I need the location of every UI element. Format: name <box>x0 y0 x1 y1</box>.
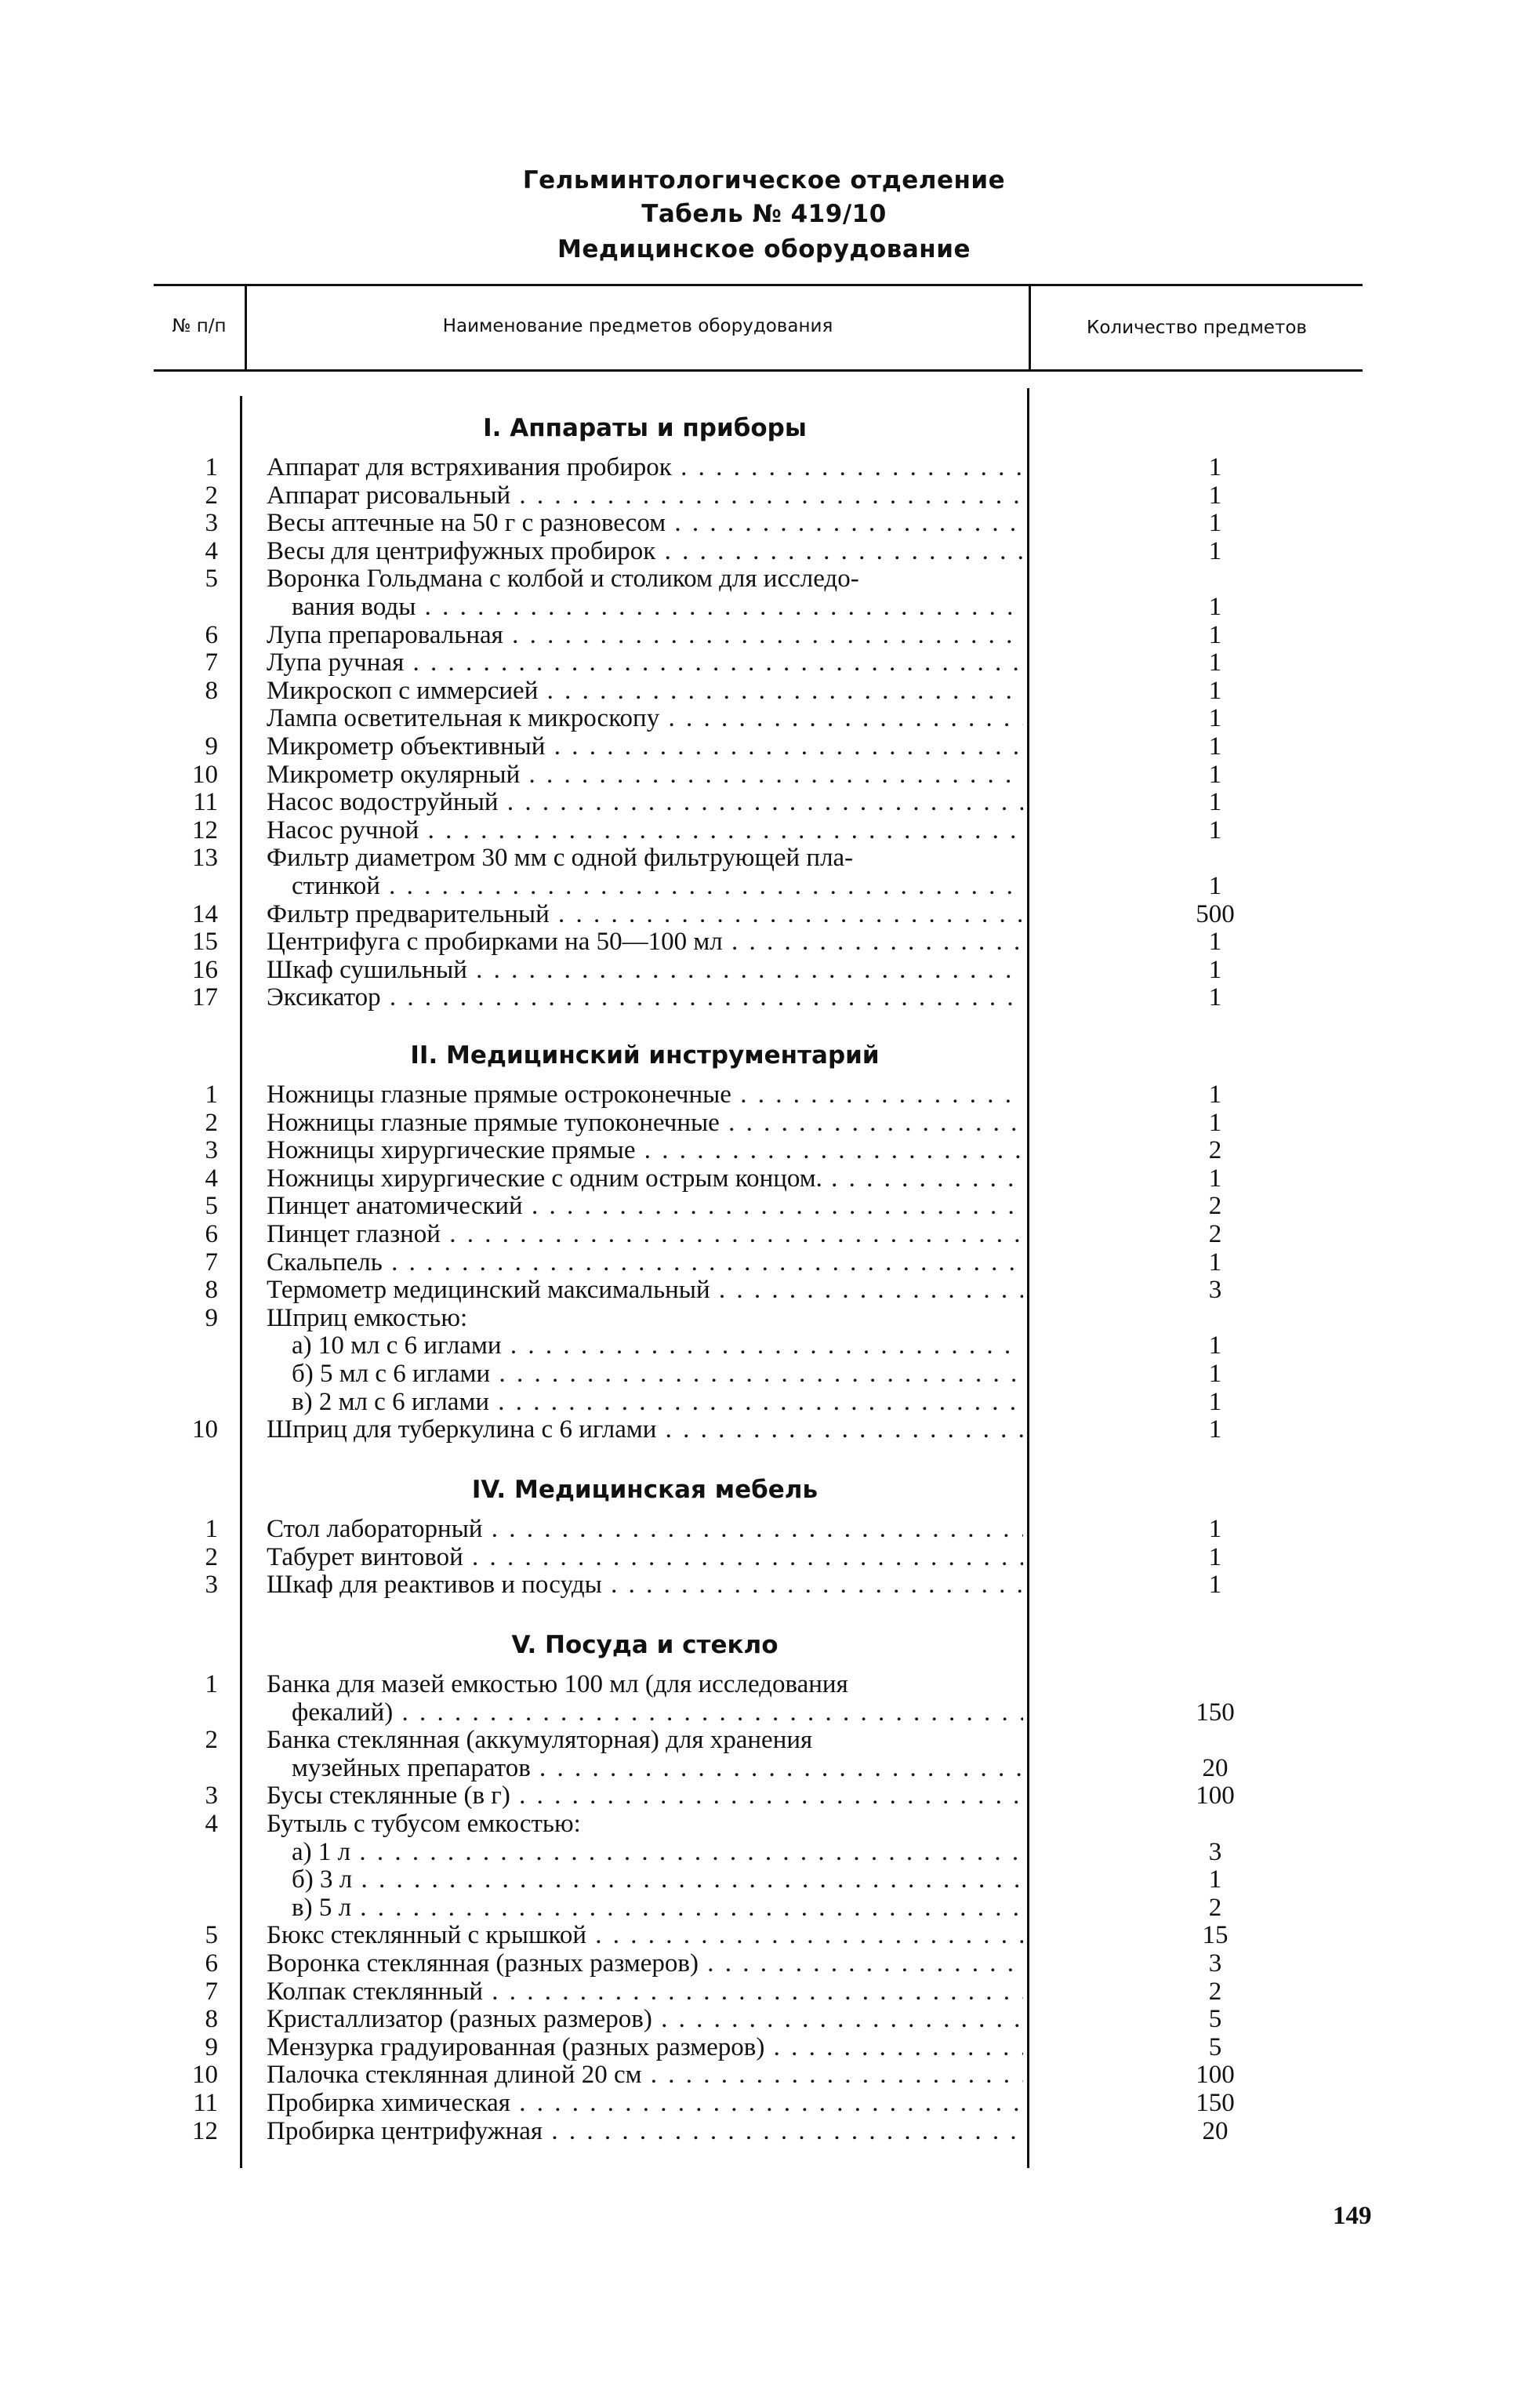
row-number: 16 <box>192 955 218 984</box>
item-name: Шприц для туберкулина с 6 иглами . . . <box>267 1415 1023 1444</box>
item-quantity: 1 <box>1208 1248 1222 1277</box>
row-number: 7 <box>205 1977 218 2006</box>
item-quantity: 1 <box>1208 928 1222 957</box>
row-number: 10 <box>192 760 218 789</box>
table-row <box>0 1571 1528 1599</box>
item-quantity: 1 <box>1208 481 1222 510</box>
row-number: 7 <box>205 1248 218 1277</box>
row-number: 1 <box>205 1670 218 1698</box>
item-quantity: 1 <box>1208 453 1222 481</box>
row-number: 6 <box>205 620 218 649</box>
row-number: 1 <box>205 1081 218 1109</box>
row-number: 4 <box>205 1810 218 1838</box>
table-row <box>0 1921 1528 1949</box>
table-row <box>0 1865 1528 1894</box>
row-number: 9 <box>205 1303 218 1332</box>
page-number: 149 <box>1333 2202 1372 2230</box>
item-quantity: 1 <box>1208 1360 1222 1388</box>
table-row <box>0 816 1528 844</box>
table-row <box>0 1192 1528 1220</box>
item-name: Шкаф для реактивов и посуды . . . <box>267 1571 1023 1599</box>
row-number: 3 <box>205 1781 218 1811</box>
item-name: Ножницы глазные прямые тупоконечные . . . <box>267 1109 1023 1137</box>
table-row <box>0 2089 1528 2117</box>
item-name: Лампа осветительная к микроскопу . . . <box>267 704 1023 732</box>
item-name: Аппарат рисовальный . . . <box>267 481 1023 510</box>
item-quantity: 2 <box>1208 1220 1222 1248</box>
item-quantity: 1 <box>1208 536 1222 565</box>
item-quantity: 1 <box>1208 1571 1222 1600</box>
table-row <box>0 1894 1528 1922</box>
item-name: Центрифуга с пробирками на 50—100 мл . . . <box>267 928 1023 956</box>
table-row <box>0 956 1528 984</box>
row-number: 4 <box>205 536 218 565</box>
row-number: 8 <box>205 1276 218 1305</box>
row-number: 17 <box>192 983 218 1012</box>
item-name-continuation: музейных препаратов . . . <box>292 1754 1023 1782</box>
item-quantity: 500 <box>1196 899 1235 928</box>
table-row-continuation <box>0 872 1528 900</box>
item-name: Микрометр объективный . . . <box>267 732 1023 761</box>
table-row <box>0 1331 1528 1360</box>
row-number: 4 <box>205 1164 218 1193</box>
table-row <box>0 481 1528 510</box>
item-quantity: 1 <box>1208 1108 1222 1137</box>
table-row <box>0 1515 1528 1543</box>
item-name: Ножницы хирургические прямые . . . <box>267 1136 1023 1164</box>
item-name: Пинцет глазной . . . <box>267 1220 1023 1248</box>
table-row <box>0 1164 1528 1193</box>
row-number: 12 <box>192 2116 218 2145</box>
item-quantity: 20 <box>1202 2116 1229 2145</box>
table-row <box>0 1978 1528 2006</box>
item-quantity: 1 <box>1208 704 1222 733</box>
table-row <box>0 761 1528 789</box>
item-name: Фильтр предварительный . . . <box>267 900 1023 928</box>
item-name: Мензурка градуированная (разных размеров) . . . <box>267 2033 1023 2061</box>
item-name: Лупа ручная . . . <box>267 648 1023 677</box>
table-row <box>0 1781 1528 1810</box>
item-quantity: 2 <box>1208 1977 1222 2006</box>
item-name: Банка стеклянная (аккумуляторная) для хранения <box>267 1726 813 1755</box>
item-name: Кристаллизатор (разных размеров) . . . <box>267 2005 1023 2033</box>
table-row <box>0 900 1528 928</box>
table-row <box>0 648 1528 677</box>
item-quantity: 1 <box>1208 1081 1222 1109</box>
table-row-continuation <box>0 1754 1528 1782</box>
item-name: Аппарат для встряхивания пробирок . . . <box>267 453 1023 481</box>
row-number: 2 <box>205 1108 218 1137</box>
item-quantity: 1 <box>1208 1865 1222 1894</box>
section-title: V. Посуда и стекло <box>511 1631 779 1659</box>
row-number: 1 <box>205 453 218 481</box>
item-name: Весы для центрифужных пробирок . . . <box>267 537 1023 565</box>
table-row <box>0 788 1528 816</box>
item-name: б) 3 л . . . <box>292 1865 1023 1894</box>
item-quantity: 1 <box>1208 509 1222 538</box>
item-quantity: 1 <box>1208 648 1222 677</box>
table-row <box>0 928 1528 956</box>
item-quantity: 1 <box>1208 872 1222 900</box>
item-name: Насос водоструйный . . . <box>267 788 1023 816</box>
item-quantity: 1 <box>1208 593 1222 621</box>
table-row <box>0 1276 1528 1304</box>
item-name-continuation: вания воды . . . <box>292 593 1023 621</box>
item-quantity: 5 <box>1208 2005 1222 2034</box>
item-quantity: 1 <box>1208 620 1222 649</box>
table-title: Медицинское оборудование <box>557 235 971 263</box>
item-name: Бутыль с тубусом емкостью: <box>267 1810 581 1838</box>
item-name: Пинцет анатомический . . . <box>267 1192 1023 1220</box>
item-quantity: 1 <box>1208 760 1222 789</box>
item-name: Термометр медицинский максимальный . . . <box>267 1276 1023 1304</box>
item-quantity: 1 <box>1208 1164 1222 1193</box>
table-row-continuation <box>0 1698 1528 1727</box>
item-quantity: 1 <box>1208 732 1222 761</box>
item-name: а) 10 мл с 6 иглами . . . <box>292 1331 1023 1360</box>
item-name: Шкаф сушильный . . . <box>267 956 1023 984</box>
item-quantity: 3 <box>1208 1949 1222 1978</box>
item-quantity: 2 <box>1208 1136 1222 1165</box>
item-name: Воронка стеклянная (разных размеров) . . . <box>267 1949 1023 1978</box>
row-number: 9 <box>205 732 218 761</box>
table-row <box>0 1810 1528 1838</box>
item-name-continuation: стинкой . . . <box>292 872 1023 900</box>
item-quantity: 1 <box>1208 815 1222 844</box>
row-number: 5 <box>205 565 218 594</box>
table-row <box>0 1109 1528 1137</box>
row-number: 10 <box>192 1415 218 1444</box>
row-number: 1 <box>205 1515 218 1543</box>
table-row <box>0 1081 1528 1109</box>
row-number: 11 <box>193 788 218 817</box>
item-name: Шприц емкостью: <box>267 1303 468 1332</box>
table-row <box>0 2033 1528 2061</box>
column-header-name: Наименование предметов оборудования <box>442 316 833 336</box>
item-quantity: 3 <box>1208 1276 1222 1305</box>
item-quantity: 1 <box>1208 955 1222 984</box>
item-name: в) 5 л . . . <box>292 1894 1023 1922</box>
table-row <box>0 509 1528 537</box>
item-name: Бусы стеклянные (в г) . . . <box>267 1781 1023 1810</box>
row-number: 8 <box>205 2005 218 2034</box>
row-number: 7 <box>205 648 218 677</box>
item-name: б) 5 мл с 6 иглами . . . <box>292 1360 1023 1388</box>
item-name: Табурет винтовой . . . <box>267 1543 1023 1571</box>
section-title: I. Аппараты и приборы <box>483 414 807 442</box>
table-row <box>0 844 1528 872</box>
item-quantity: 1 <box>1208 983 1222 1012</box>
item-name: Ножницы хирургические с одним острым концом. . . . <box>267 1164 1023 1193</box>
item-quantity: 3 <box>1208 1837 1222 1866</box>
table-row <box>0 537 1528 565</box>
section-title: IV. Медицинская мебель <box>471 1476 818 1504</box>
item-quantity: 150 <box>1196 2089 1235 2117</box>
table-row <box>0 677 1528 705</box>
item-name: Воронка Гольдмана с колбой и столиком для исследо- <box>267 565 859 594</box>
table-row <box>0 1248 1528 1277</box>
table-row <box>0 2061 1528 2089</box>
row-number: 15 <box>192 928 218 957</box>
item-name: Эксикатор . . . <box>267 983 1023 1012</box>
item-name: Пробирка химическая . . . <box>267 2089 1023 2117</box>
table-row <box>0 1415 1528 1444</box>
item-name: Банка для мазей емкостью 100 мл (для исследования <box>267 1670 848 1698</box>
table-row <box>0 565 1528 593</box>
item-quantity: 1 <box>1208 1387 1222 1416</box>
department-title: Гельминтологическое отделение <box>522 166 1006 194</box>
item-quantity: 2 <box>1208 1893 1222 1922</box>
row-number: 2 <box>205 1542 218 1571</box>
table-row <box>0 1949 1528 1978</box>
table-row <box>0 704 1528 732</box>
item-quantity: 2 <box>1208 1192 1222 1221</box>
item-quantity: 1 <box>1208 676 1222 705</box>
item-name: Микрометр окулярный . . . <box>267 761 1023 789</box>
table-row <box>0 621 1528 649</box>
table-row <box>0 732 1528 761</box>
item-quantity: 1 <box>1208 1331 1222 1360</box>
item-name: Пробирка центрифужная . . . <box>267 2117 1023 2145</box>
item-quantity: 1 <box>1208 1542 1222 1571</box>
item-name: Насос ручной . . . <box>267 816 1023 844</box>
row-number: 12 <box>192 815 218 844</box>
item-name: Весы аптечные на 50 г с разновесом . . . <box>267 509 1023 537</box>
row-number: 3 <box>205 1571 218 1600</box>
section-title: II. Медицинский инструментарий <box>410 1041 880 1070</box>
table-row <box>0 1838 1528 1866</box>
table-row <box>0 983 1528 1012</box>
item-quantity: 5 <box>1208 2032 1222 2061</box>
row-number: 13 <box>192 844 218 873</box>
table-row <box>0 1136 1528 1164</box>
item-quantity: 15 <box>1202 1921 1229 1950</box>
item-quantity: 100 <box>1196 2061 1235 2090</box>
row-number: 14 <box>192 899 218 928</box>
item-quantity: 100 <box>1196 1781 1235 1811</box>
row-number: 2 <box>205 1726 218 1755</box>
row-number: 10 <box>192 2061 218 2090</box>
row-number: 3 <box>205 1136 218 1165</box>
row-number: 11 <box>193 2089 218 2117</box>
table-row <box>0 1388 1528 1416</box>
item-quantity: 20 <box>1202 1753 1229 1782</box>
table-top-rule <box>154 284 1363 286</box>
item-name: Колпак стеклянный . . . <box>267 1978 1023 2006</box>
table-row <box>0 1220 1528 1248</box>
item-name: Микроскоп с иммерсией . . . <box>267 677 1023 705</box>
row-number: 2 <box>205 481 218 510</box>
item-name: Бюкс стеклянный с крышкой . . . <box>267 1921 1023 1949</box>
table-row <box>0 1304 1528 1332</box>
table-row <box>0 2005 1528 2033</box>
item-name: в) 2 мл с 6 иглами . . . <box>292 1388 1023 1416</box>
item-quantity: 150 <box>1196 1698 1235 1727</box>
table-header-rule <box>154 369 1363 372</box>
column-header-qty: Количество предметов <box>1087 318 1307 338</box>
item-name: Лупа препаровальная . . . <box>267 621 1023 649</box>
item-name: Скальпель . . . <box>267 1248 1023 1277</box>
row-number: 8 <box>205 676 218 705</box>
item-name: Палочка стеклянная длиной 20 см . . . <box>267 2061 1023 2089</box>
item-quantity: 1 <box>1208 788 1222 817</box>
row-number: 6 <box>205 1949 218 1978</box>
row-number: 3 <box>205 509 218 538</box>
item-name-continuation: фекалий) . . . <box>292 1698 1023 1727</box>
table-row <box>0 1360 1528 1388</box>
table-row <box>0 2117 1528 2145</box>
table-row <box>0 1543 1528 1571</box>
item-name: а) 1 л . . . <box>292 1838 1023 1866</box>
row-number: 6 <box>205 1220 218 1248</box>
table-row <box>0 1670 1528 1698</box>
row-number: 5 <box>205 1192 218 1221</box>
item-name: Фильтр диаметром 30 мм с одной фильтрующей пла- <box>267 844 854 873</box>
item-quantity: 1 <box>1208 1515 1222 1543</box>
table-row <box>0 1726 1528 1754</box>
row-number: 9 <box>205 2032 218 2061</box>
item-quantity: 1 <box>1208 1415 1222 1444</box>
item-name: Ножницы глазные прямые остроконечные . . . <box>267 1081 1023 1109</box>
item-name: Стол лабораторный . . . <box>267 1515 1023 1543</box>
table-row <box>0 453 1528 481</box>
row-number: 5 <box>205 1921 218 1950</box>
table-row-continuation <box>0 593 1528 621</box>
column-header-num: № п/п <box>172 316 227 336</box>
table-number: Табель № 419/10 <box>641 200 887 228</box>
